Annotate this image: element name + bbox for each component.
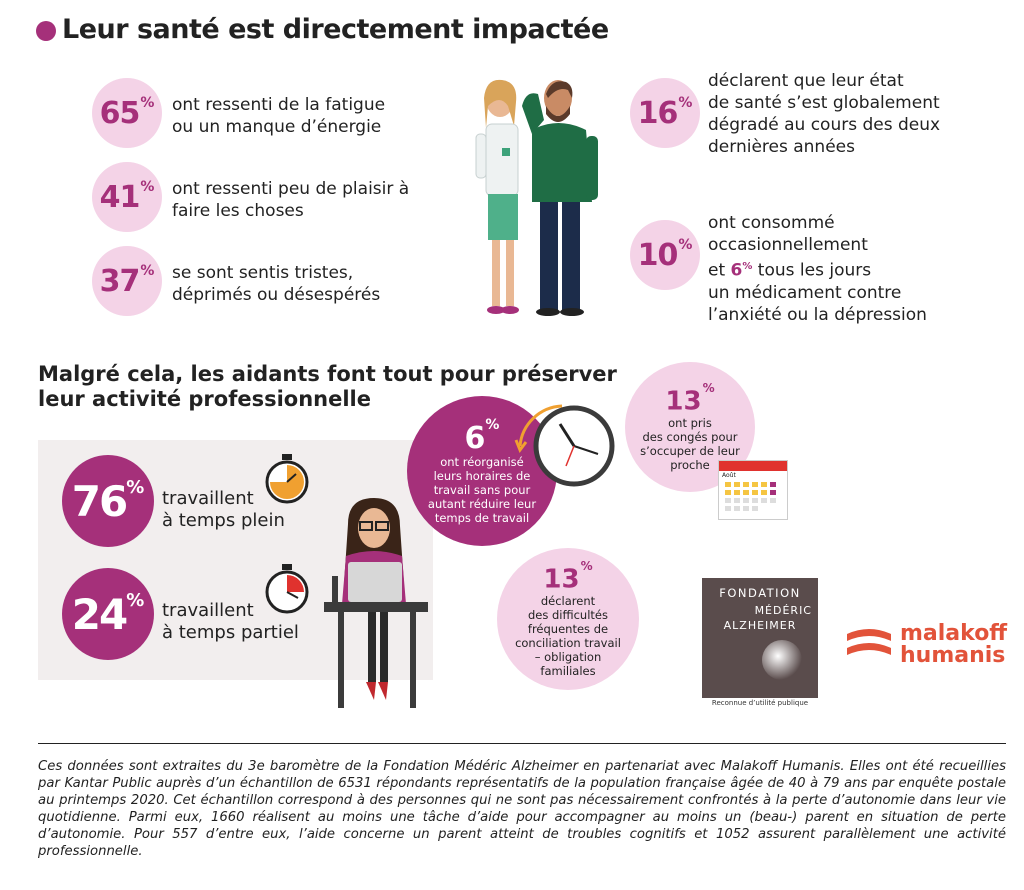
footer-divider	[38, 743, 1006, 744]
malakoff-logo-icon	[843, 626, 895, 666]
stat-bubble-65: 65 %	[92, 78, 162, 148]
circle-6-percent: 6% ont réorganisé leurs horaires de travail sans pour autant réduire leur temps de travail	[407, 396, 557, 546]
fondation-moon-icon	[702, 632, 818, 682]
stat-bubble-16: 16 %	[630, 78, 700, 148]
stat-text-plaisir: ont ressenti peu de plaisir à faire les choses	[172, 179, 410, 221]
caregivers-illustration	[462, 76, 612, 320]
stat-text-medicament: ont consommé occasionnellement et 6% tous les jours un médicament contre l’anxiété ou la dépression	[708, 213, 927, 325]
stat-bubble-41: 41 %	[92, 162, 162, 232]
work-text-plein: travaillent à temps plein	[162, 488, 285, 531]
fondation-logo: FONDATION MÉDÉRIC ALZHEIMER	[702, 578, 818, 698]
circle-13-percent-conciliation: 13% déclarent des difficultés fréquentes de conciliation travail – obligation familiales	[497, 548, 639, 690]
page-title: Leur santé est directement impactée	[62, 14, 609, 45]
stat-text-tristes: se sont sentis tristes, déprimés ou désespérés	[172, 263, 381, 305]
circle-13-percent-conges: 13% ont pris des congés pour s’occuper de leur proche	[625, 362, 755, 492]
work-bubble-76: 76 %	[62, 455, 154, 547]
work-bubble-24: 24 %	[62, 568, 154, 660]
malakoff-logo-text: malakoff humanis	[900, 621, 1008, 668]
title-bullet	[36, 21, 56, 41]
section-title: Malgré cela, les aidants font tout pour préserver leur activité professionnelle	[38, 362, 617, 411]
work-text-partiel: travaillent à temps partiel	[162, 600, 299, 643]
stopwatch-partial-icon	[262, 562, 312, 616]
office-worker-illustration	[318, 494, 430, 710]
stat-text-etat-sante: déclarent que leur état de santé s’est globalement dégradé au cours des deux dernières années	[708, 71, 941, 157]
stat-bubble-37: 37 %	[92, 246, 162, 316]
stopwatch-full-icon	[262, 452, 312, 506]
calendar-grid	[719, 480, 787, 516]
clock-icon	[512, 400, 618, 490]
calendar-icon: Août	[718, 460, 788, 520]
fondation-caption: Reconnue d’utilité publique	[711, 699, 809, 707]
stat-text-fatigue: ont ressenti de la fatigue ou un manque d’énergie	[172, 95, 386, 137]
footer-note: Ces données sont extraites du 3e baromètre de la Fondation Médéric Alzheimer en partenariat avec Malakoff Humanis. Elles ont été recueillies par Kantar Public auprès d’un échantillon de 6531 répondants représentatifs de la population française âgée de 40 à 79 ans par enquête postale au printemps 2020. Cet échantillon correspond à des personnes qui ne sont pas nécessairement confrontés à la perte d’autonomie dans leur vie quotidienne. Parmi eux, 1660 réalisent au moins une tâche d’aide pour accompagner au moins un (beau-) parent en situation de perte d’autonomie. Pour 557 d’entre eux, l’aide concerne un parent atteint de troubles cognitifs et 1052 assurent parallèlement une activité professionnelle.	[38, 759, 1006, 859]
stat-bubble-10: 10 %	[630, 220, 700, 290]
